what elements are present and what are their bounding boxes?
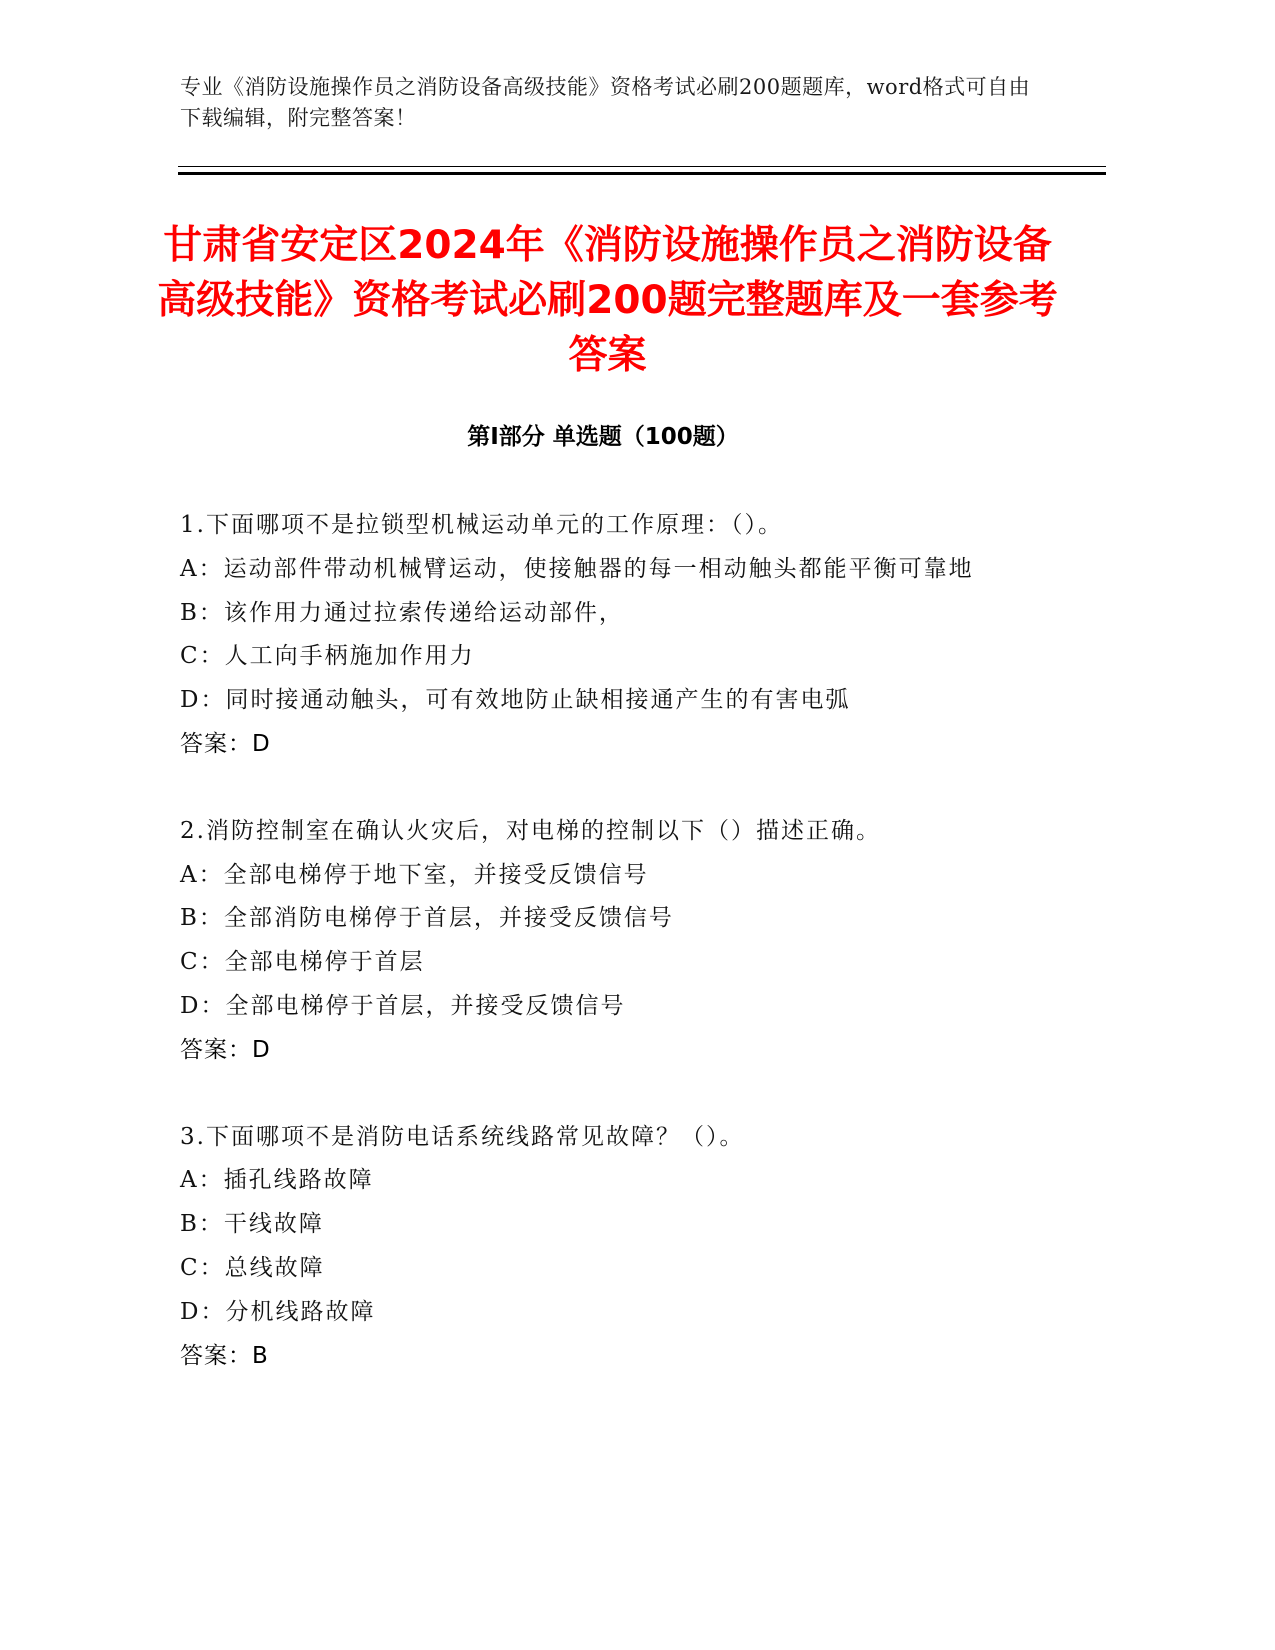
question-2 — [180, 810, 1040, 1073]
option-b: B：该作用力通过拉索传递给运动部件， — [180, 599, 624, 626]
option-b: B：干线故障 — [180, 1211, 324, 1238]
option-a: A：全部电梯停于地下室，并接受反馈信号 — [180, 861, 649, 888]
header-rule-thick — [178, 172, 1106, 175]
answer: 答案：D — [180, 730, 271, 757]
option-c: C：人工向手柄施加作用力 — [180, 643, 475, 670]
header-rule-thin — [178, 166, 1106, 167]
question-stem: 1.下面哪项不是拉锁型机械运动单元的工作原理：（）。 — [180, 512, 783, 538]
option-d: D：分机线路故障 — [180, 1298, 376, 1325]
question-stem: 2.消防控制室在确认火灾后，对电梯的控制以下（）描述正确。 — [180, 817, 881, 844]
option-d: D：同时接通动触头，可有效地防止缺相接通产生的有害电弧 — [180, 687, 851, 714]
option-a: A：运动部件带动机械臂运动，使接触器的每一相动触头都能平衡可靠地 — [180, 555, 974, 582]
header-note: 专业《消防设施操作员之消防设备高级技能》资格考试必刷200题题库，word格式可自由下载编辑，附完整答案！ — [180, 75, 1031, 130]
option-b: B：全部消防电梯停于首层，并接受反馈信号 — [180, 905, 674, 932]
section-heading: 第I部分 单选题（100题） — [467, 424, 739, 450]
question-list — [180, 504, 1040, 1421]
answer: 答案：B — [180, 1342, 269, 1369]
option-c: C：全部电梯停于首层 — [180, 949, 425, 976]
question-3 — [180, 1116, 1040, 1379]
option-d: D：全部电梯停于首层，并接受反馈信号 — [180, 992, 626, 1019]
answer: 答案：D — [180, 1036, 271, 1063]
document-title: 甘肃省安定区2024年《消防设施操作员之消防设备高级技能》资格考试必刷200题完整题库及一套参考答案 — [157, 223, 1058, 378]
question-stem: 3.下面哪项不是消防电话系统线路常见故障？（）。 — [180, 1123, 745, 1150]
option-a: A：插孔线路故障 — [180, 1167, 374, 1194]
option-c: C：总线故障 — [180, 1254, 325, 1281]
question-1 — [180, 504, 1040, 767]
